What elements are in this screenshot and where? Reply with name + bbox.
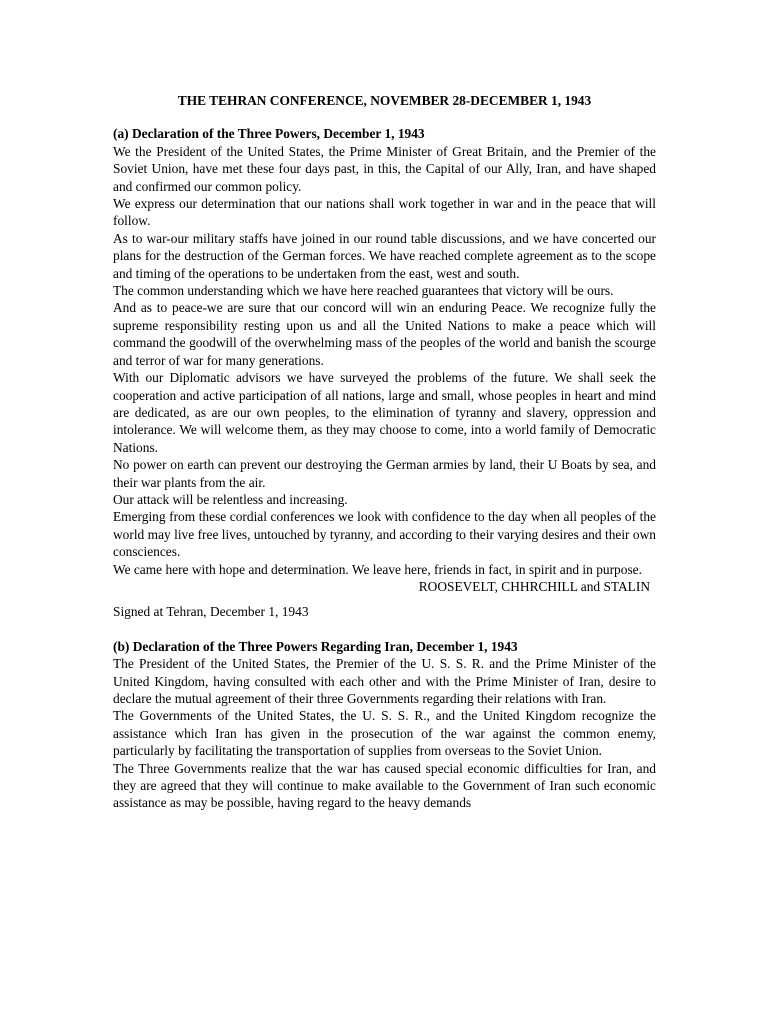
paragraph: Emerging from these cordial conferences we look with confidence to the day when all peoples of the world may live free lives, untouched by tyranny, and according to their varying desires and their own consciences. bbox=[113, 509, 656, 560]
paragraph: The President of the United States, the Premier of the U. S. S. R. and the Prime Minister of the United Kingdom, having consulted with each other and with the Prime Minister of Iran, desire to declare the mutual agreement of their three Governments regarding their relations with Iran. bbox=[113, 656, 656, 706]
paragraph: And as to peace-we are sure that our concord will win an enduring Peace. We recognize fully the supreme responsibility resting upon us and all the United Nations to make a peace which will command the goodwill of the overwhelming mass of the peoples of the world and banish the scourge and terror of war for many generations. bbox=[113, 300, 656, 368]
paragraph: With our Diplomatic advisors we have surveyed the problems of the future. We shall seek the cooperation and active participation of all nations, large and small, whose peoples in heart and mind are dedicated, as are our own peoples, to the elimination of tyranny and slavery, oppression and intolerance. We will welcome them, as they may choose to come, into a world family of Democratic Nations. bbox=[113, 370, 656, 455]
signatories: ROOSEVELT, CHHRCHILL and STALIN bbox=[418, 578, 650, 594]
section-b bbox=[113, 638, 656, 812]
document-page bbox=[113, 92, 656, 812]
paragraph: We express our determination that our nations shall work together in war and in the peace that will follow. bbox=[113, 196, 656, 229]
section-divider bbox=[113, 621, 656, 638]
paragraph: Our attack will be relentless and increasing. bbox=[113, 491, 348, 507]
paragraph: As to war-our military staffs have joined in our round table discussions, and we have concerted our plans for the destruction of the German forces. We have reached complete agreement as to the scope and timing of the operations to be undertaken from the east, west and south. bbox=[113, 230, 656, 281]
paragraph: We came here with hope and determination. We leave here, friends in fact, in spirit and in purpose. bbox=[113, 561, 642, 577]
section-b-heading: (b) Declaration of the Three Powers Regarding Iran, December 1, 1943 bbox=[113, 638, 518, 654]
paragraph: No power on earth can prevent our destroying the German armies by land, their U Boats by sea, and their war plants from the air. bbox=[113, 457, 656, 490]
section-a bbox=[113, 125, 656, 620]
section-a-heading: (a) Declaration of the Three Powers, December 1, 1943 bbox=[113, 126, 425, 142]
paragraph: The Three Governments realize that the war has caused special economic difficulties for Iran, and they are agreed that they will continue to make available to the Government of Iran such economic assistance as may be possible, having regard to the heavy demands bbox=[113, 760, 656, 811]
signed-at-line: Signed at Tehran, December 1, 1943 bbox=[113, 604, 309, 620]
paragraph: The Governments of the United States, the U. S. S. R., and the United Kingdom recognize the assistance which Iran has given in the prosecution of the war against the common enemy, particularly by facilitating the transportation of supplies from overseas to the Soviet Union. bbox=[113, 708, 656, 759]
document-title: THE TEHRAN CONFERENCE, NOVEMBER 28-DECEMBER 1, 1943 bbox=[177, 93, 592, 108]
paragraph: The common understanding which we have here reached guarantees that victory will be ours. bbox=[113, 283, 614, 299]
paragraph: We the President of the United States, the Prime Minister of Great Britain, and the Premier of the Soviet Union, have met these four days past, in this, the Capital of our Ally, Iran, and have shaped and confirmed our common policy. bbox=[113, 143, 656, 194]
